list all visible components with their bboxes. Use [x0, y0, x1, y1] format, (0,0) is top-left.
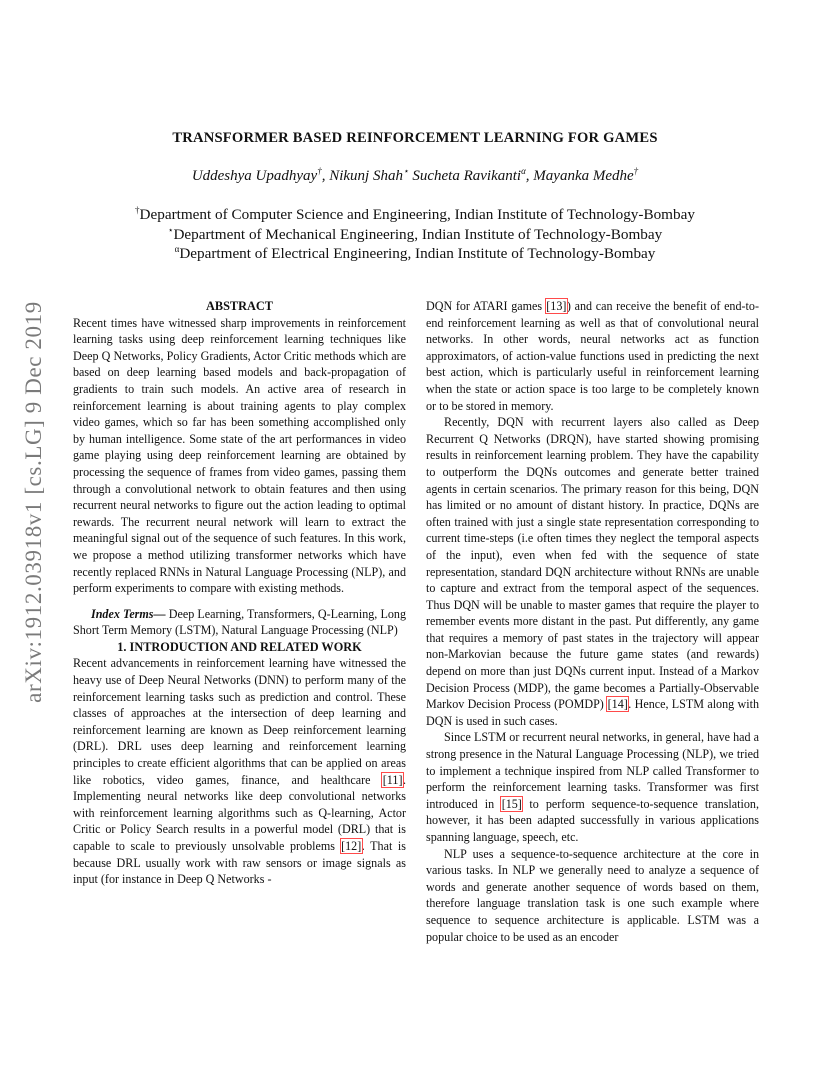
- affiliation-text: Department of Mechanical Engineering, Indian Institute of Technology-Bombay: [173, 225, 663, 243]
- intro-paragraph-2: [426, 414, 759, 729]
- intro-paragraph-1-start: [73, 655, 406, 887]
- author-name: Uddeshya Upadhyay: [191, 168, 318, 184]
- abstract-heading: ABSTRACT: [206, 299, 273, 313]
- paragraph-text: to perform sequence-to-sequence translation, however, it has been adapted successfully in various applications spanning language, speech, etc.: [426, 796, 759, 844]
- affiliation-line: [70, 225, 760, 245]
- arxiv-identifier: arXiv:1912.03918v1 [cs.LG] 9 Dec 2019: [21, 301, 46, 703]
- abstract-text: Recent times have witnessed sharp improvements in reinforcement learning tasks using deep reinforcement learning techniques like Deep Q Networks, Policy Gradients, Actor Critic methods which are based on deep learning based models and back-propagation of gradients to train such models. An active area of research in reinforcement learning is about training agents to play complex video games, which so far has been something accomplished only by human intelligence. Some state of the art performances in video game playing using deep reinforcement learning are obtained by processing the sequence of frames from video games, passing them through a convolutional network to obtain features and then using recurrent neural networks to figure out the action leading to optimal rewards. The recurrent neural network will learn to extract the meaningful signal out of the sequence of such features. In this work, we propose a method utilizing transformer networks which have recently replaced RNNs in Natural Language Processing (NLP), and perform experiments to compare with existing methods.: [73, 315, 406, 596]
- paragraph-text: DQN for ATARI games: [426, 299, 546, 313]
- author-name: , Nikunj Shah: [321, 168, 403, 184]
- paragraph-text: . Implementing neural networks like deep convolutional networks with reinforcement learning algorithms such as Q-learning, Actor Critic or Policy Search results in a powerful model (DRL) that is capable to scale to previously unsolvable problems: [73, 772, 406, 853]
- left-column: [73, 298, 406, 888]
- intro-paragraph-1-continued: [426, 298, 759, 414]
- index-terms: [73, 606, 406, 639]
- paragraph-text: . That is because DRL usually work with raw sensors or image signals as input (for instance in Deep Q Networks -: [73, 839, 406, 887]
- author-name: , Mayanka Medhe: [525, 168, 634, 184]
- affiliation-list: [70, 205, 760, 264]
- section-heading-introduction: 1. INTRODUCTION AND RELATED WORK: [117, 639, 362, 654]
- citation-link-13[interactable]: [13]: [546, 299, 567, 313]
- affiliation-text: Department of Computer Science and Engineering, Indian Institute of Technology-Bombay: [139, 206, 695, 223]
- citation-link-14[interactable]: [14]: [607, 697, 628, 712]
- paragraph-text: ) and can receive the benefit of end-to-end reinforcement learning as well as that of convolutional neural networks. In other words, neural networks act as function approximators, of action-value functions used in predicting the next best action, which is particularly useful in reinforcement learning when the state or action space is too large to be completely known or to be stored in memory.: [426, 299, 759, 413]
- citation-link-15[interactable]: [15]: [501, 796, 522, 811]
- index-terms-text: Deep Learning, Transformers, Q-Learning, Long Short Term Memory (LSTM), Natural Language Processing (NLP): [73, 606, 407, 638]
- affiliation-mark: †: [317, 166, 322, 176]
- right-column: [426, 298, 759, 945]
- affiliation-mark: ⋆: [167, 224, 174, 235]
- affiliation-text: Department of Electrical Engineering, Indian Institute of Technology-Bombay: [179, 245, 656, 262]
- affiliation-mark: †: [135, 205, 140, 215]
- paragraph-text: . Hence, LSTM along with DQN is used in such cases.: [426, 697, 759, 728]
- paragraph-text: Since LSTM or recurrent neural networks, in general, have had a strong presence in the Natural Language Processing (NLP), we tried to implement a technique inspired from NLP called Transformer to perform the reinforcement learning tasks. Transformer was first introduced in: [426, 730, 759, 811]
- affiliation-mark: ⋆: [402, 166, 409, 176]
- citation-link-11[interactable]: [11]: [382, 772, 403, 787]
- intro-paragraph-4: NLP uses a sequence-to-sequence architecture at the core in various tasks. In NLP we generally need to analyze a sequence of words and generate another sequence of words based on them, therefore language translation task is one such example where sequence to sequence architecture is applicable. LSTM was a popular choice to be used as an encoder: [426, 846, 759, 944]
- index-terms-label: Index Terms—: [91, 606, 166, 621]
- affiliation-mark: α: [521, 166, 526, 176]
- paragraph-text: Recent advancements in reinforcement learning have witnessed the heavy use of Deep Neural Networks (DNN) to perform many of the reinforcement learning tasks such as prediction and control. These classes of approaches at the intersection of deep learning and reinforcement learning are known as Deep reinforcement learning (DRL). DRL uses deep learning and reinforcement learning principles to create efficient algorithms that can be applied on areas like robotics, video games, finance, and healthcare: [73, 656, 406, 787]
- affiliation-line: [70, 244, 760, 264]
- affiliation-mark: †: [633, 166, 639, 176]
- affiliation-mark: α: [174, 244, 180, 254]
- paragraph-text: Recently, DQN with recurrent layers also called as Deep Recurrent Q Networks (DRQN), have started showing promising results in reinforcement learning problem. They have the capability to outperform the DQNs outcomes and generate better trained agents in certain scenarios. The primary reason for this being, DQN has limited or no amount of distant history. In practice, DQNs are often trained with just a single state representation corresponding to current time-steps (i.e often times they neglect the temporal aspects of the input), even when fed with the sequence of state representation, standard DQN architecture without RNNs are unable to capture and extract from the temporal aspect of the sequences. Thus DQN will be unable to master games that require the player to remember events more distant in the past. Put differently, any game that requires a memory of past states in the trajectory will appear non-Markovian because the future game states (and rewards) depend on more than just DQNs current input. Instead of a Markov Decision Process (MDP), the game becomes a Partially-Observable Markov Decision Process (POMDP): [426, 415, 759, 712]
- paper-title: TRANSFORMER BASED REINFORCEMENT LEARNING FOR GAMES: [172, 130, 658, 146]
- intro-paragraph-3: [426, 729, 759, 845]
- author-name: Sucheta Ravikanti: [408, 168, 522, 184]
- author-list: [70, 168, 760, 185]
- arxiv-stamp: [14, 292, 54, 712]
- affiliation-line: [70, 205, 760, 225]
- citation-link-12[interactable]: [12]: [341, 839, 362, 853]
